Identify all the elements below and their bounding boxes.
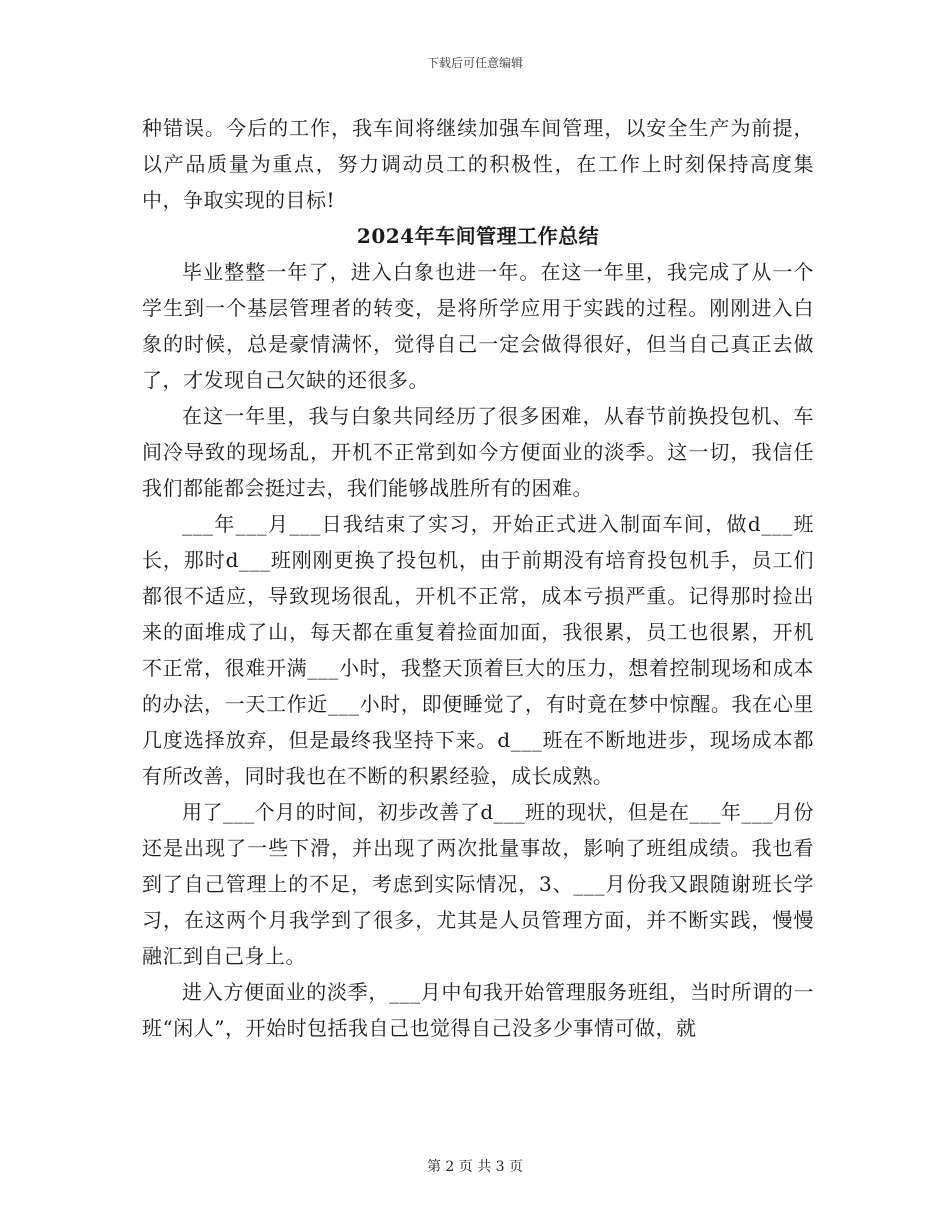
paragraph-3: ___年___月___日我结束了实习，开始正式进入制面车间，做d___班长，那时d___班刚刚更换了投包机，由于前期没有培育投包机手，员工们都很不适应，导致现场很乱，开机不正常，成本亏损严重。记得那时捡出来的面堆成了山，每天都在重复着捡面加面，我很累，员工也很累，开机不正常，很难开满___小时，我整天顶着巨大的压力，想着控制现场和成本的办法，一天工作近___小时，即便睡觉了，有时竟在梦中惊醒。我在心里几度选择放弃，但是最终我坚持下来。d___班在不断地进步，现场成本都有所改善，同时我也在不断的积累经验，成长成熟。: [142, 512, 814, 788]
paragraph-1: 毕业整整一年了，进入白象也进一年。在这一年里，我完成了从一个学生到一个基层管理者的转变，是将所学应用于实践的过程。刚刚进入白象的时候，总是豪情满怀，觉得自己一定会做得很好，但当自己真正去做了，才发现自己欠缺的还很多。: [142, 260, 814, 392]
page-number: 第 2 页 共 3 页: [426, 1159, 524, 1175]
document-title: 2024年车间管理工作总结: [356, 224, 600, 248]
paragraph-4: 用了___个月的时间，初步改善了d___班的现状，但是在___年___月份还是出现了一些下滑，并出现了两次批量事故，影响了班组成绩。我也看到了自己管理上的不足，考虑到实际情况，3、___月份我又跟随谢班长学习，在这两个月我学到了很多，尤其是人员管理方面，并不断实践，慢慢融汇到自己身上。: [142, 800, 814, 968]
lead-paragraph: 种错误。今后的工作，我车间将继续加强车间管理，以安全生产为前提，以产品质量为重点，努力调动员工的积极性，在工作上时刻保持高度集中，争取实现的目标!: [142, 116, 814, 212]
paragraph-2: 在这一年里，我与白象共同经历了很多困难，从春节前换投包机、车间冷导致的现场乱，开机不正常到如今方便面业的淡季。这一切，我信任我们都能都会挺过去，我们能够战胜所有的困难。: [142, 404, 814, 500]
page-header: 下载后可任意编辑: [426, 56, 523, 70]
document-body: [142, 110, 814, 1046]
paragraph-5: 进入方便面业的淡季，___月中旬我开始管理服务班组，当时所谓的一班“闲人”，开始时包括我自己也觉得自己没多少事情可做，就: [142, 980, 814, 1040]
